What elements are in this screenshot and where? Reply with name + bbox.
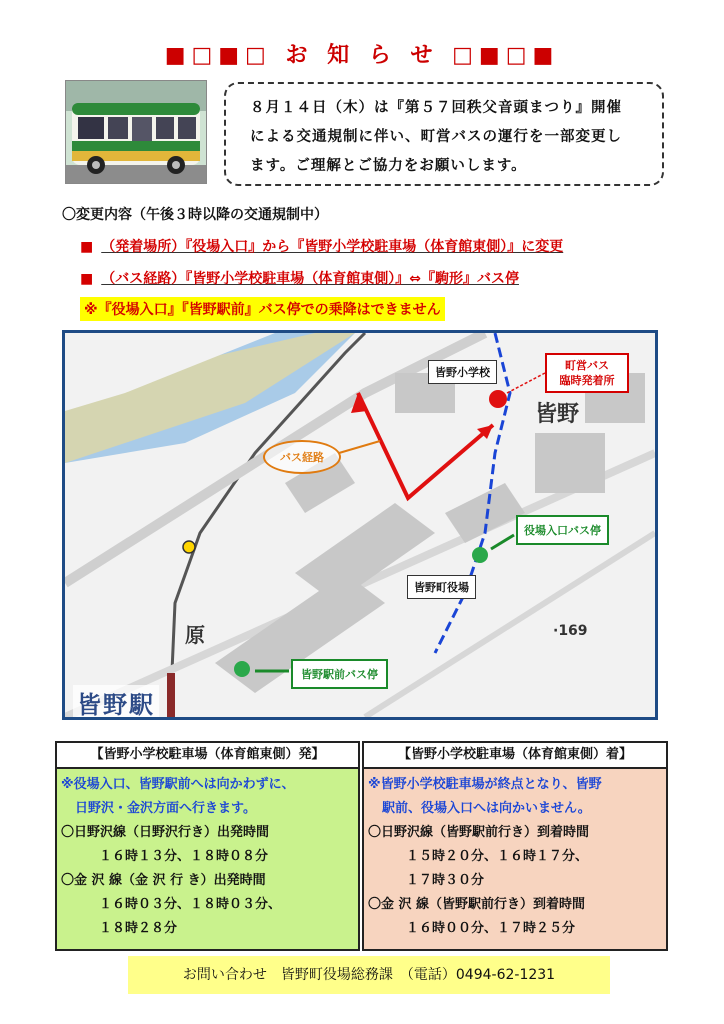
arrival-body <box>364 769 666 949</box>
square-bullet-icon: ■ <box>80 239 94 255</box>
hinosawa-arrival-times: １７時３０分 <box>406 873 485 888</box>
hinosawa-departure-times: １６時１３分、１８時０８分 <box>99 849 269 864</box>
change-item-route <box>80 268 519 288</box>
leader-line <box>507 373 545 393</box>
hinosawa-arrival-label: 〇日野沢線（皆野駅前行き）到着時間 <box>368 825 590 840</box>
kanesawa-arrival-times: １６時００分、１７時２５分 <box>406 921 576 936</box>
bus-photo <box>65 80 207 184</box>
yakuba-stop-marker <box>472 547 488 563</box>
kanesawa-departure-times: １８時２８分 <box>99 921 178 936</box>
changes-heading: 〇変更内容（午後３時以降の交通規制中） <box>62 207 328 223</box>
timetable-section <box>55 741 668 951</box>
station-platform <box>167 673 175 717</box>
arrival-table <box>362 741 668 951</box>
departure-table <box>55 741 360 951</box>
kanesawa-arrival-label: 〇金 沢 線（皆野駅前行き）到着時間 <box>368 897 586 912</box>
label-school: 皆野小学校 <box>428 360 497 384</box>
departure-note: ※役場入口、皆野駅前へは向かわずに、 <box>61 777 295 792</box>
arrival-header: 【皆野小学校駐車場（体育館東側）着】 <box>364 743 666 769</box>
label-elevation: ·169 <box>553 623 588 639</box>
arrival-note: 駅前、役場入口へは向かいません。 <box>382 801 591 816</box>
label-bus-route: バス経路 <box>263 440 341 474</box>
departure-note: 日野沢・金沢方面へ行きます。 <box>75 801 256 816</box>
label-station: 皆野駅 <box>73 685 159 720</box>
kanesawa-departure-times: １６時０３分、１８時０３分、 <box>99 897 282 912</box>
kanesawa-departure-label: 〇金 沢 線（金 沢 行 き）出発時間 <box>61 873 266 888</box>
contact-info: お問い合わせ 皆野町役場総務課 （電話）0494-62-1231 <box>128 956 610 994</box>
hinosawa-departure-label: 〇日野沢線（日野沢行き）出発時間 <box>61 825 270 840</box>
leader-line <box>339 441 380 453</box>
departure-header: 【皆野小学校駐車場（体育館東側）発】 <box>57 743 358 769</box>
notice-line: による交通規制に伴い、町営バスの運行を一部変更し <box>250 129 622 145</box>
temporary-stop-marker <box>489 390 507 408</box>
notice-line: ８月１４日（木）は『第５７回秩父音頭まつり』開催 <box>250 100 622 116</box>
label-station-stop: 皆野駅前バス停 <box>291 659 388 689</box>
station-stop-marker <box>234 661 250 677</box>
square-bullet-icon: ■ <box>80 271 94 287</box>
change-item-text: （バス経路）『皆野小学校駐車場（体育館東側）』⇔『駒形』バス停 <box>101 271 519 287</box>
hinosawa-arrival-times: １５時２０分、１６時１７分、 <box>406 849 589 864</box>
change-item-location <box>80 236 563 256</box>
arrival-note: ※皆野小学校駐車場が終点となり、皆野 <box>368 777 602 792</box>
warning-banner: ※『役場入口』『皆野駅前』バス停での乗降はできません <box>80 297 445 321</box>
notice-box <box>224 82 664 186</box>
page-title: ■□■□ お 知 ら せ □■□■ <box>164 43 560 68</box>
label-place-hara: 原 <box>185 623 205 647</box>
label-town-hall: 皆野町役場 <box>407 575 476 599</box>
change-item-text: （発着場所）『役場入口』から『皆野小学校駐車場（体育館東側）』に変更 <box>101 239 564 255</box>
departure-body <box>57 769 358 949</box>
label-temporary-stop <box>545 353 629 393</box>
label-place-minano: 皆野 <box>535 402 580 427</box>
label-temp-line: 臨時発着所 <box>559 374 615 387</box>
label-temp-line: 町営バス <box>565 359 609 372</box>
label-yakuba-stop: 役場入口バス停 <box>516 515 609 545</box>
leader-arrow-icon <box>491 535 514 549</box>
station-marker-icon <box>183 541 195 553</box>
notice-line: ます。ご理解とご協力をお願いします。 <box>250 158 527 174</box>
route-map <box>62 330 658 720</box>
